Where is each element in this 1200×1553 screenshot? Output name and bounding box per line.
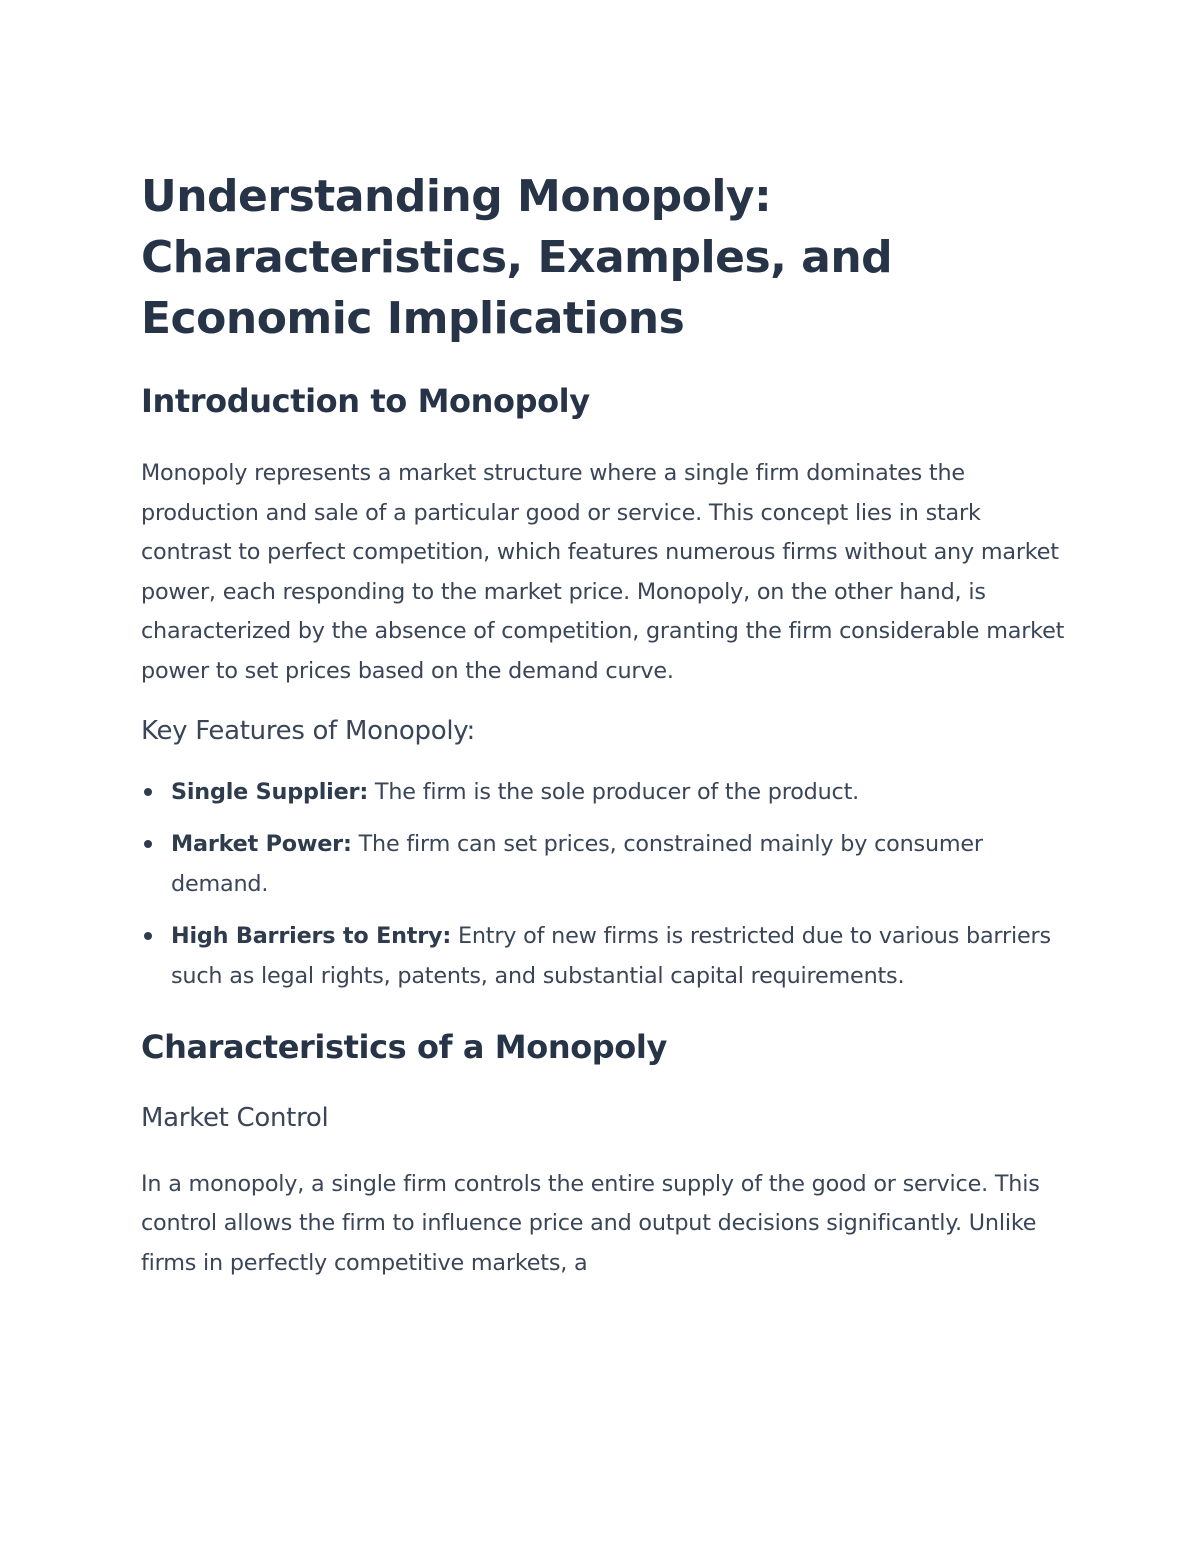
subheading-key-features: Key Features of Monopoly: <box>141 715 475 746</box>
introduction-paragraph: Monopoly represents a market structure where a single firm dominates the production and sale of a particular good or service. This concept lies in stark contrast to perfect competition, which features numerous firms without any market power, each responding to the market price. Monopoly, on the other hand, is characterized by the absence of competition, granting the firm considerable market power to set prices based on the demand curve. <box>141 460 1065 684</box>
list-item-text: The firm can set prices, constrained mainly by consumer demand. <box>171 831 983 897</box>
document-title: Understanding Monopoly: Characteristics, Examples, and Economic Implications <box>141 171 893 344</box>
list-item <box>141 917 1066 996</box>
list-item <box>141 825 1066 904</box>
section-heading-characteristics: Characteristics of a Monopoly <box>141 1027 667 1066</box>
list-item-term: Single Supplier: <box>171 778 369 805</box>
list-item-text: Entry of new firms is restricted due to various barriers such as legal rights, patents, and substantial capital requirements. <box>171 923 1051 989</box>
key-features-list <box>141 773 1071 997</box>
subheading-market-control: Market Control <box>141 1102 329 1133</box>
list-item <box>141 773 1066 813</box>
list-item-text: The firm is the sole producer of the product. <box>368 778 860 805</box>
document-page <box>141 166 1071 1283</box>
list-item-term: Market Power: <box>171 831 352 858</box>
list-item-term: High Barriers to Entry: <box>171 923 452 950</box>
bullet-icon <box>144 932 152 940</box>
bullet-icon <box>144 788 152 796</box>
market-control-paragraph: In a monopoly, a single firm controls the entire supply of the good or service. This control allows the firm to influence price and output decisions significantly. Unlike firms in perfectly competitive markets, a <box>141 1170 1040 1276</box>
bullet-icon <box>144 840 152 848</box>
section-heading-introduction: Introduction to Monopoly <box>141 382 590 420</box>
